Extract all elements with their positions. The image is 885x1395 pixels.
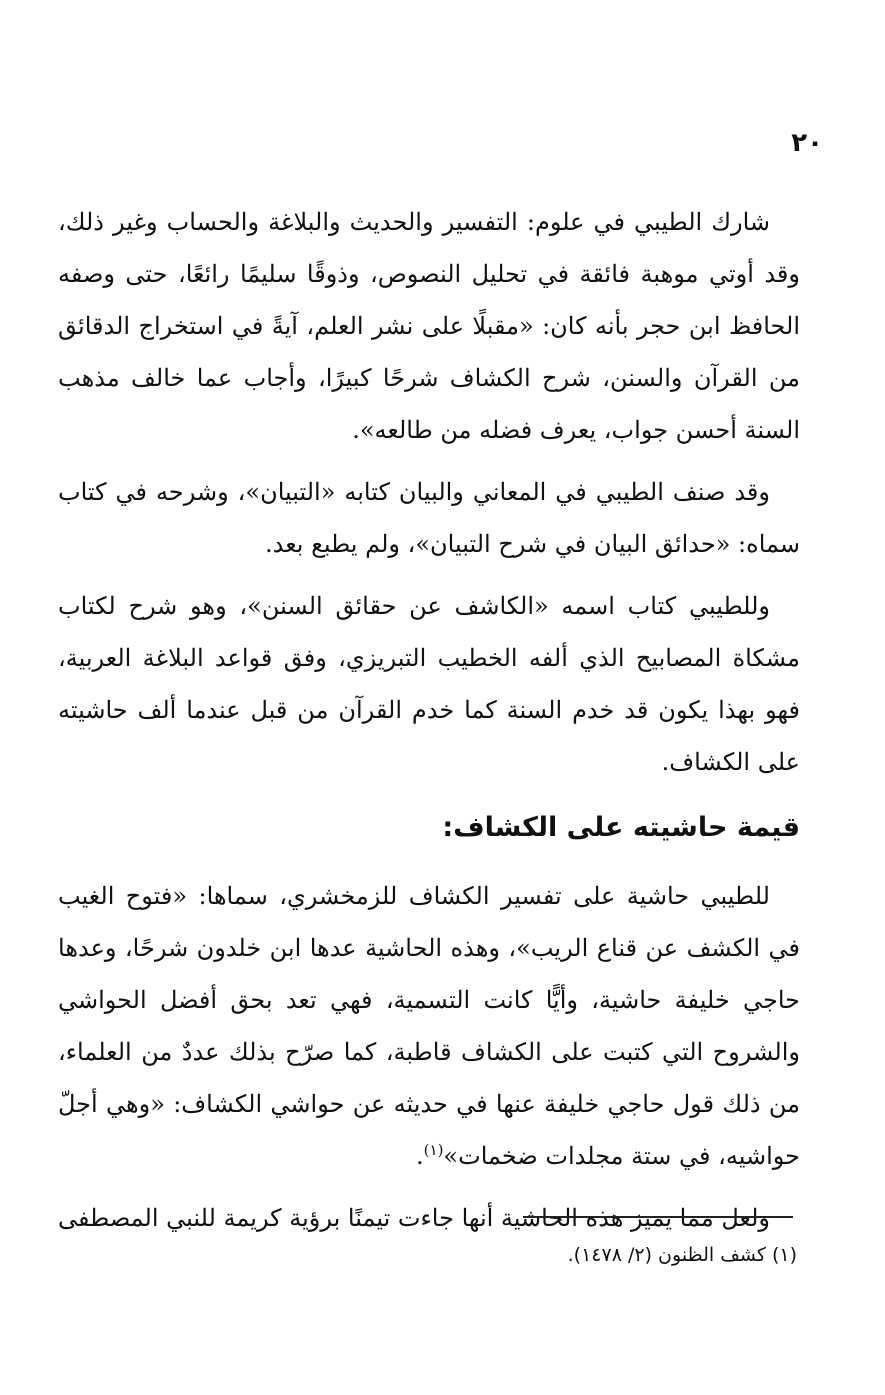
footnote-separator [523,1216,793,1218]
footnote: (١) كشف الظنون (٢/ ١٤٧٨). [567,1244,797,1266]
paragraph-1: شارك الطيبي في علوم: التفسير والحديث والبلاغة والحساب وغير ذلك، وقد أوتي موهبة فائقة في تحليل النصوص، وذوقًا سليمًا رائعًا، حتى وصفه الحافظ ابن حجر بأنه كان: «مقبلًا على نشر العلم، آيةً في استخراج الدقائق من القرآن والسنن، شرح الكشاف شرحًا كبيرًا، وأجاب عما خالف مذهب السنة أحسن جواب، يعرف فضله من طالعه». [58,208,800,444]
paragraph-5: ولعل مما يميز هذه الحاشية أنها جاءت تيمنًا برؤية كريمة للنبي المصطفى [58,1204,770,1232]
paragraph-4-text: للطيبي حاشية على تفسير الكشاف للزمخشري، سماها: «فتوح الغيب في الكشف عن قناع الريب»، وهذه الحاشية عدها ابن خلدون شرحًا، وعدها حاجي خليفة حاشية، وأيًّا كانت التسمية، فهي تعد بحق أفضل الحواشي والشروح التي كتبت على الكشاف قاطبة، كما صرّح بذلك عددٌ من العلماء، من ذلك قول حاجي خليفة عنها في حديثه عن حواشي الكشاف: «وهي أجلّ حواشيه، في ستة مجلدات ضخمات» [58,882,800,1170]
paragraph-2: وقد صنف الطيبي في المعاني والبيان كتابه «التبيان»، وشرحه في كتاب سماه: «حدائق البيان في شرح التبيان»، ولم يطبع بعد. [58,478,800,558]
section-heading: قيمة حاشيته على الكشاف: [442,812,800,843]
footnote-reference[interactable]: (١) [423,1141,444,1159]
paragraph-4 [58,870,800,1182]
main-text [58,196,800,1254]
paragraph-3: وللطيبي كتاب اسمه «الكاشف عن حقائق السنن»، وهو شرح لكتاب مشكاة المصابيح الذي ألفه الخطيب التبريزي، وفق قواعد البلاغة العربية، فهو بهذا يكون قد خدم السنة كما خدم القرآن من قبل عندما ألف حاشيته على الكشاف. [58,592,800,776]
page-number: ٢٠ [791,128,823,158]
paragraph-4-end: . [416,1142,424,1170]
